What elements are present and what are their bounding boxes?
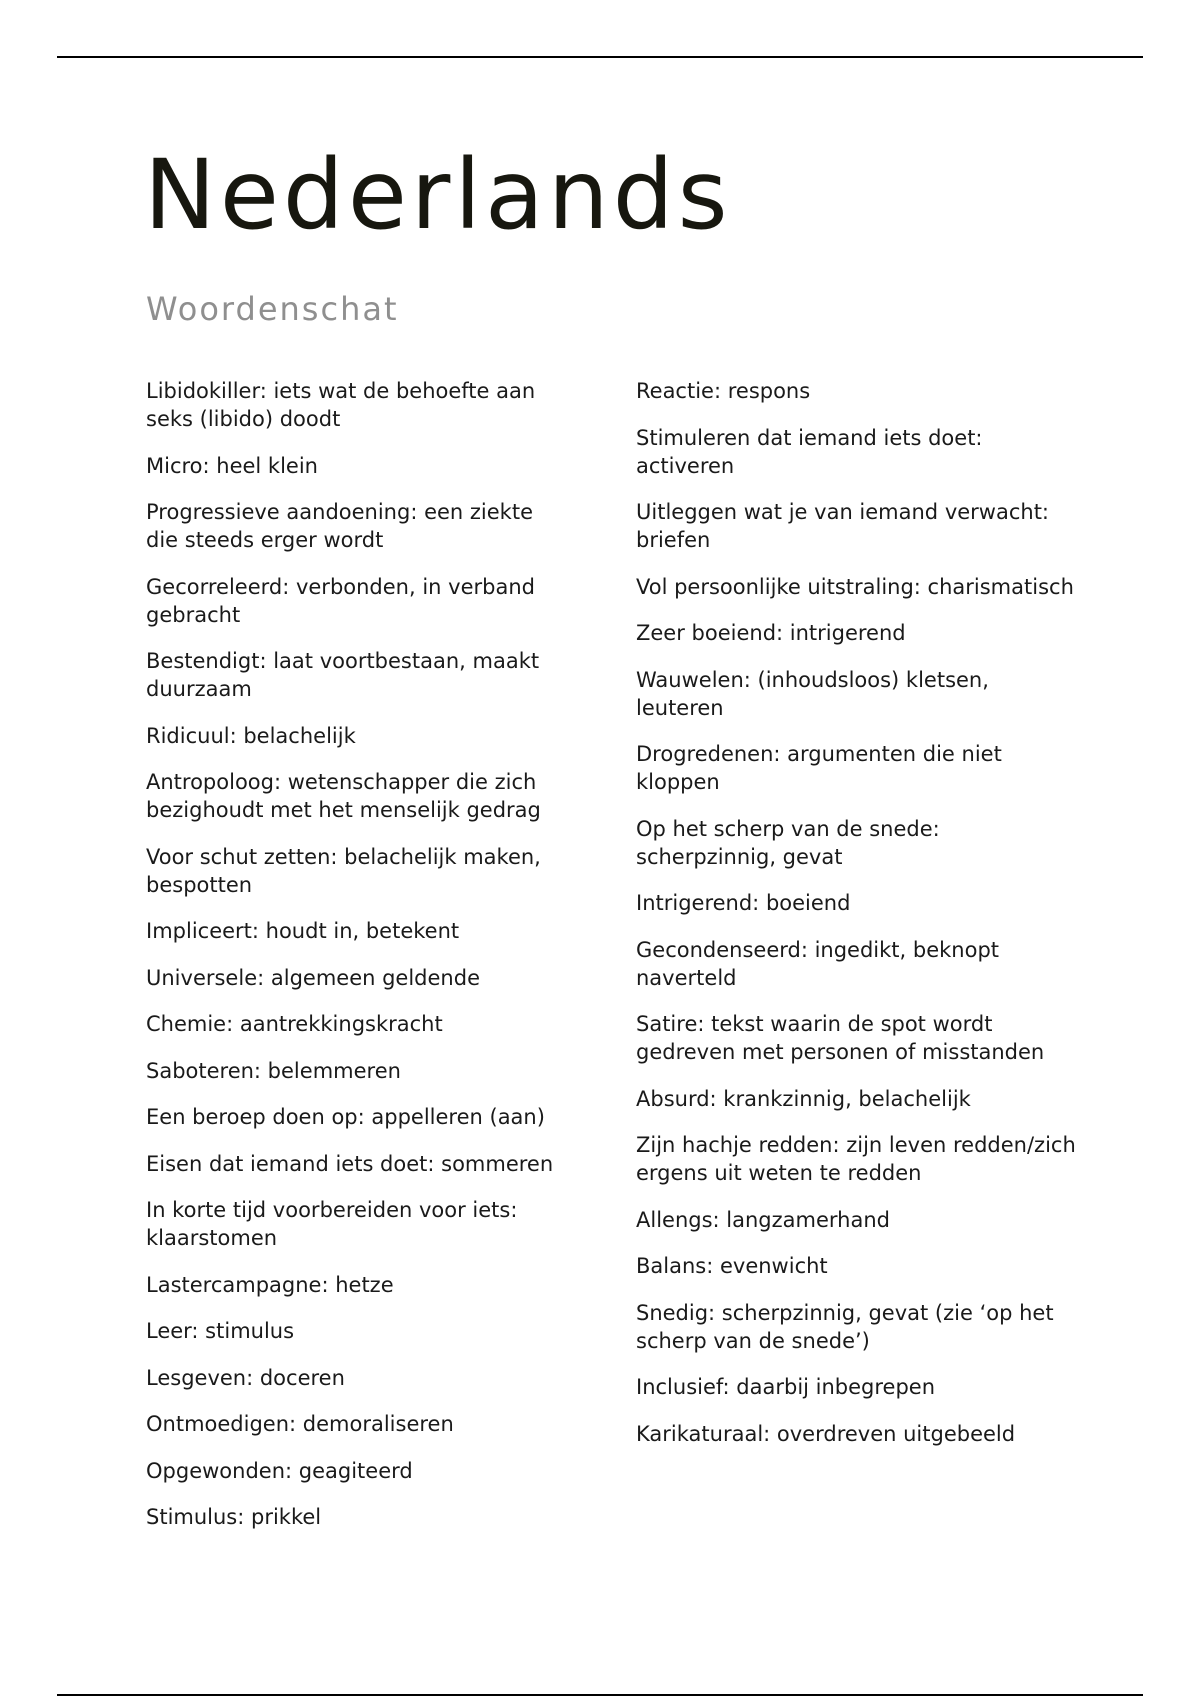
vocabulary-item: Impliceert: houdt in, betekent (146, 919, 460, 943)
vocabulary-item: Lesgeven: doceren (146, 1365, 345, 1390)
vocabulary-list-left (146, 377, 556, 1550)
vocabulary-item: Gecondenseerd: ingedikt, beknopt naverteld (636, 937, 1000, 990)
vocabulary-item: Lastercampagne: hetze (146, 1272, 394, 1297)
vocabulary-item: Uitleggen wat je van iemand verwacht: briefen (636, 500, 1050, 552)
bottom-rule (57, 1694, 1143, 1696)
vocabulary-item: Antropoloog: wetenschapper die zich bezighoudt met het menselijk gedrag (146, 770, 541, 822)
page-title: Nederlands (144, 139, 732, 251)
vocabulary-item: Bestendigt: laat voortbestaan, maakt duurzaam (146, 649, 540, 701)
vocabulary-item: Ontmoedigen: demoraliseren (146, 1412, 454, 1436)
vocabulary-item: Chemie: aantrekkingskracht (146, 1012, 443, 1036)
vocabulary-item: Libidokiller: iets wat de behoefte aan seks (libido) doodt (146, 379, 536, 431)
vocabulary-item: Wauwelen: (inhoudsloos) kletsen, leuteren (636, 667, 989, 720)
vocabulary-item: Karikaturaal: overdreven uitgebeeld (636, 1421, 1016, 1446)
vocabulary-item: Inclusief: daarbij inbegrepen (636, 1375, 936, 1399)
vocabulary-item: Op het scherp van de snede: scherpzinnig, gevat (636, 816, 940, 869)
top-rule (57, 56, 1143, 58)
vocabulary-item: Stimulus: prikkel (146, 1505, 322, 1529)
vocabulary-item: Balans: evenwicht (636, 1254, 828, 1278)
vocabulary-item: Leer: stimulus (146, 1319, 295, 1343)
vocabulary-item: In korte tijd voorbereiden voor iets: klaarstomen (146, 1198, 518, 1250)
vocabulary-item: Intrigerend: boeiend (636, 891, 851, 915)
vocabulary-item: Vol persoonlijke uitstraling: charismatisch (636, 574, 1074, 599)
vocabulary-item: Stimuleren dat iemand iets doet: activeren (636, 425, 983, 478)
page-subtitle: Woordenschat (146, 290, 399, 328)
vocabulary-item: Voor schut zetten: belachelijk maken, bespotten (146, 844, 541, 897)
vocabulary-item: Een beroep doen op: appelleren (aan) (146, 1105, 545, 1129)
vocabulary-item: Snedig: scherpzinnig, gevat (zie ‘op het scherp van de snede’) (636, 1300, 1054, 1353)
vocabulary-item: Allengs: langzamerhand (636, 1207, 890, 1232)
vocabulary-item: Micro: heel klein (146, 453, 318, 478)
vocabulary-item: Satire: tekst waarin de spot wordt gedreven met personen of misstanden (636, 1012, 1045, 1064)
vocabulary-item: Saboteren: belemmeren (146, 1058, 401, 1083)
vocabulary-item: Absurd: krankzinnig, belachelijk (636, 1086, 971, 1111)
vocabulary-item: Ridicuul: belachelijk (146, 723, 356, 748)
vocabulary-item: Opgewonden: geagiteerd (146, 1458, 413, 1483)
vocabulary-item: Zijn hachje redden: zijn leven redden/zich ergens uit weten te redden (636, 1133, 1076, 1185)
vocabulary-item: Eisen dat iemand iets doet: sommeren (146, 1151, 554, 1176)
vocabulary-item: Reactie: respons (636, 379, 811, 403)
vocabulary-item: Zeer boeiend: intrigerend (636, 621, 906, 645)
vocabulary-item: Universele: algemeen geldende (146, 965, 480, 990)
vocabulary-list-right (636, 377, 1076, 1466)
vocabulary-item: Drogredenen: argumenten die niet kloppen (636, 742, 1002, 794)
vocabulary-item: Gecorreleerd: verbonden, in verband gebracht (146, 574, 535, 627)
vocabulary-item: Progressieve aandoening: een ziekte die steeds erger wordt (146, 500, 533, 552)
